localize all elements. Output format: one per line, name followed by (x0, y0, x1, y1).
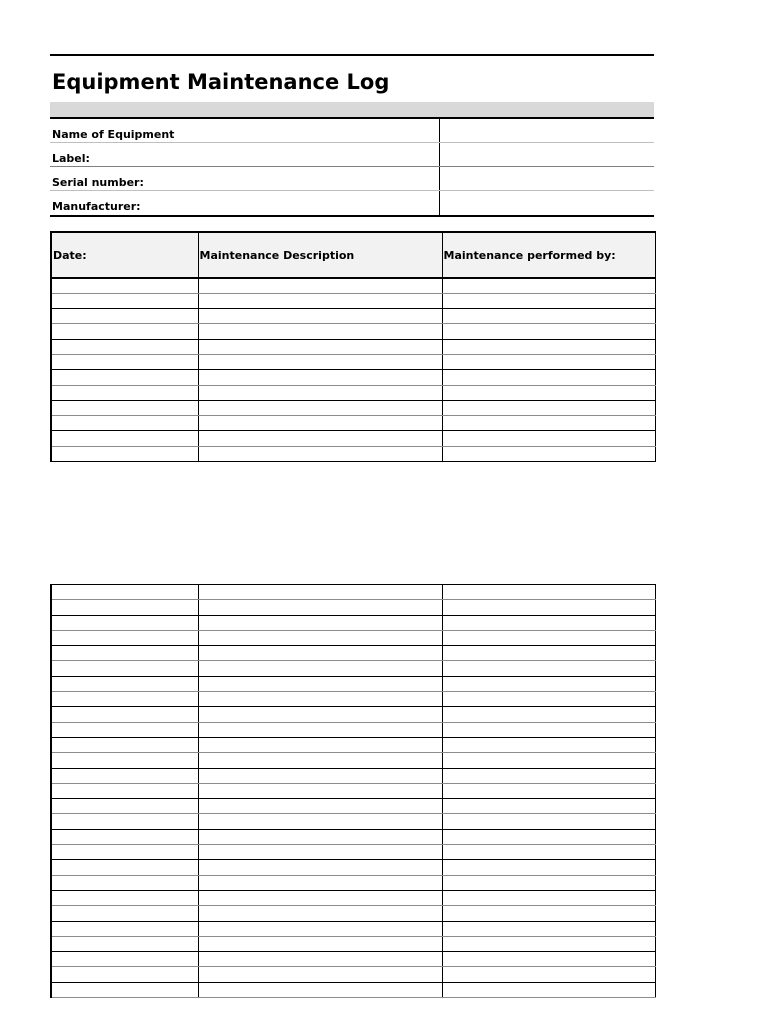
maintenance-log-table-continued (50, 584, 656, 998)
table-row (51, 845, 655, 860)
performed-by-cell[interactable] (442, 692, 655, 707)
performed-by-cell[interactable] (442, 431, 655, 446)
performed-by-cell[interactable] (442, 661, 655, 676)
table-row (51, 829, 655, 844)
performed-by-cell[interactable] (442, 722, 655, 737)
description-cell[interactable] (198, 814, 442, 829)
date-cell[interactable] (51, 906, 198, 921)
description-cell[interactable] (198, 768, 442, 783)
performed-by-cell[interactable] (442, 967, 655, 982)
table-row (51, 707, 655, 722)
description-cell[interactable] (198, 967, 442, 982)
table-row (51, 293, 655, 308)
description-cell[interactable] (198, 370, 442, 385)
description-cell[interactable] (198, 354, 442, 369)
performed-by-cell[interactable] (442, 783, 655, 798)
column-header-description: Maintenance Description (198, 232, 442, 278)
performed-by-cell[interactable] (442, 952, 655, 967)
description-cell[interactable] (198, 860, 442, 875)
performed-by-cell[interactable] (442, 890, 655, 905)
date-cell[interactable] (51, 615, 198, 630)
table-row (51, 676, 655, 691)
performed-by-cell[interactable] (442, 799, 655, 814)
description-cell[interactable] (198, 921, 442, 936)
date-cell[interactable] (51, 370, 198, 385)
performed-by-cell[interactable] (442, 646, 655, 661)
description-cell[interactable] (198, 982, 442, 997)
date-cell[interactable] (51, 737, 198, 752)
description-cell[interactable] (198, 646, 442, 661)
description-cell[interactable] (198, 737, 442, 752)
table-row (51, 354, 655, 369)
table-row (51, 799, 655, 814)
table-row (51, 737, 655, 752)
date-cell[interactable] (51, 768, 198, 783)
performed-by-cell[interactable] (442, 982, 655, 997)
equipment-name-field[interactable] (440, 119, 654, 142)
date-cell[interactable] (51, 661, 198, 676)
date-cell[interactable] (51, 783, 198, 798)
performed-by-cell[interactable] (442, 446, 655, 461)
table-row (51, 722, 655, 737)
header-band (50, 102, 654, 117)
table-row (51, 982, 655, 997)
performed-by-cell[interactable] (442, 814, 655, 829)
date-cell[interactable] (51, 446, 198, 461)
table-row (51, 370, 655, 385)
performed-by-cell[interactable] (442, 845, 655, 860)
description-cell[interactable] (198, 385, 442, 400)
date-cell[interactable] (51, 354, 198, 369)
performed-by-cell[interactable] (442, 615, 655, 630)
info-row-label (50, 143, 654, 167)
date-cell[interactable] (51, 829, 198, 844)
manufacturer-field[interactable] (440, 191, 654, 215)
description-cell[interactable] (198, 829, 442, 844)
table-row (51, 446, 655, 461)
description-cell[interactable] (198, 845, 442, 860)
label-field[interactable] (440, 143, 654, 166)
description-cell[interactable] (198, 676, 442, 691)
table-header-row (51, 232, 655, 278)
table-row (51, 921, 655, 936)
performed-by-cell[interactable] (442, 370, 655, 385)
description-cell[interactable] (198, 600, 442, 615)
description-cell[interactable] (198, 753, 442, 768)
info-label: Name of Equipment (50, 119, 440, 142)
description-cell[interactable] (198, 952, 442, 967)
info-row-equipment-name (50, 119, 654, 143)
description-cell[interactable] (198, 722, 442, 737)
performed-by-cell[interactable] (442, 768, 655, 783)
table-row (51, 860, 655, 875)
date-cell[interactable] (51, 952, 198, 967)
description-cell[interactable] (198, 324, 442, 339)
column-header-performed-by: Maintenance performed by: (442, 232, 655, 278)
table-row (51, 753, 655, 768)
info-row-manufacturer (50, 191, 654, 215)
performed-by-cell[interactable] (442, 676, 655, 691)
date-cell[interactable] (51, 431, 198, 446)
description-cell[interactable] (198, 339, 442, 354)
date-cell[interactable] (51, 585, 198, 600)
date-cell[interactable] (51, 309, 198, 324)
performed-by-cell[interactable] (442, 737, 655, 752)
date-cell[interactable] (51, 646, 198, 661)
performed-by-cell[interactable] (442, 400, 655, 415)
date-cell[interactable] (51, 630, 198, 645)
performed-by-cell[interactable] (442, 385, 655, 400)
performed-by-cell[interactable] (442, 293, 655, 308)
info-label: Label: (50, 143, 440, 166)
performed-by-cell[interactable] (442, 585, 655, 600)
performed-by-cell[interactable] (442, 936, 655, 951)
description-cell[interactable] (198, 400, 442, 415)
date-cell[interactable] (51, 860, 198, 875)
table-row (51, 967, 655, 982)
table-row (51, 600, 655, 615)
performed-by-cell[interactable] (442, 875, 655, 890)
performed-by-cell[interactable] (442, 860, 655, 875)
description-cell[interactable] (198, 906, 442, 921)
description-cell[interactable] (198, 630, 442, 645)
table-row (51, 309, 655, 324)
date-cell[interactable] (51, 982, 198, 997)
date-cell[interactable] (51, 692, 198, 707)
date-cell[interactable] (51, 600, 198, 615)
date-cell[interactable] (51, 799, 198, 814)
description-cell[interactable] (198, 278, 442, 293)
table-row (51, 906, 655, 921)
maintenance-log-table (50, 231, 656, 462)
log-table-body-continued (51, 585, 655, 998)
description-cell[interactable] (198, 293, 442, 308)
date-cell[interactable] (51, 814, 198, 829)
table-row (51, 630, 655, 645)
date-cell[interactable] (51, 875, 198, 890)
table-row (51, 385, 655, 400)
top-rule (50, 54, 654, 56)
info-label: Manufacturer: (50, 191, 440, 215)
description-cell[interactable] (198, 783, 442, 798)
description-cell[interactable] (198, 416, 442, 431)
description-cell[interactable] (198, 615, 442, 630)
date-cell[interactable] (51, 890, 198, 905)
table-row (51, 661, 655, 676)
table-row (51, 814, 655, 829)
performed-by-cell[interactable] (442, 278, 655, 293)
table-row (51, 783, 655, 798)
description-cell[interactable] (198, 309, 442, 324)
date-cell[interactable] (51, 293, 198, 308)
serial-number-field[interactable] (440, 167, 654, 190)
date-cell[interactable] (51, 324, 198, 339)
date-cell[interactable] (51, 339, 198, 354)
date-cell[interactable] (51, 921, 198, 936)
performed-by-cell[interactable] (442, 354, 655, 369)
table-row (51, 952, 655, 967)
info-row-serial-number (50, 167, 654, 191)
description-cell[interactable] (198, 875, 442, 890)
sheet-header (50, 54, 654, 217)
table-row (51, 416, 655, 431)
performed-by-cell[interactable] (442, 416, 655, 431)
table-row (51, 339, 655, 354)
performed-by-cell[interactable] (442, 630, 655, 645)
description-cell[interactable] (198, 431, 442, 446)
performed-by-cell[interactable] (442, 339, 655, 354)
description-cell[interactable] (198, 936, 442, 951)
table-row (51, 431, 655, 446)
table-row (51, 768, 655, 783)
performed-by-cell[interactable] (442, 753, 655, 768)
table-row (51, 324, 655, 339)
date-cell[interactable] (51, 416, 198, 431)
description-cell[interactable] (198, 799, 442, 814)
info-label: Serial number: (50, 167, 440, 190)
column-header-date: Date: (51, 232, 198, 278)
date-cell[interactable] (51, 400, 198, 415)
table-row (51, 890, 655, 905)
log-table-body (51, 278, 655, 462)
performed-by-cell[interactable] (442, 829, 655, 844)
table-row (51, 615, 655, 630)
date-cell[interactable] (51, 385, 198, 400)
table-row (51, 400, 655, 415)
performed-by-cell[interactable] (442, 309, 655, 324)
date-cell[interactable] (51, 967, 198, 982)
performed-by-cell[interactable] (442, 600, 655, 615)
table-row (51, 278, 655, 293)
description-cell[interactable] (198, 692, 442, 707)
table-row (51, 585, 655, 600)
description-cell[interactable] (198, 661, 442, 676)
date-cell[interactable] (51, 845, 198, 860)
performed-by-cell[interactable] (442, 906, 655, 921)
performed-by-cell[interactable] (442, 921, 655, 936)
table-row (51, 692, 655, 707)
date-cell[interactable] (51, 707, 198, 722)
date-cell[interactable] (51, 753, 198, 768)
page-title: Equipment Maintenance Log (52, 70, 390, 94)
date-cell[interactable] (51, 676, 198, 691)
date-cell[interactable] (51, 936, 198, 951)
performed-by-cell[interactable] (442, 707, 655, 722)
date-cell[interactable] (51, 278, 198, 293)
date-cell[interactable] (51, 722, 198, 737)
description-cell[interactable] (198, 707, 442, 722)
table-row (51, 646, 655, 661)
table-row (51, 875, 655, 890)
performed-by-cell[interactable] (442, 324, 655, 339)
equipment-info (50, 117, 654, 217)
description-cell[interactable] (198, 585, 442, 600)
description-cell[interactable] (198, 890, 442, 905)
table-row (51, 936, 655, 951)
description-cell[interactable] (198, 446, 442, 461)
